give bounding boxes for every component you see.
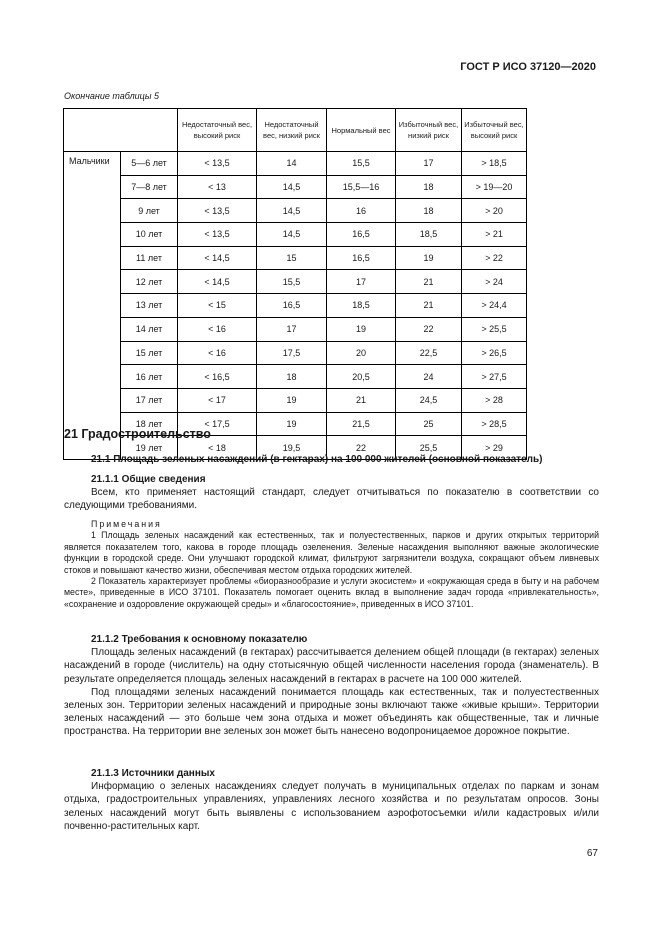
age-cell: 17 лет — [121, 388, 178, 412]
age-cell: 19 лет — [121, 436, 178, 460]
value-cell: 18,5 — [327, 294, 396, 318]
value-cell: > 28,5 — [462, 412, 527, 436]
age-cell: 16 лет — [121, 365, 178, 389]
subsection-title: 21.1 Площадь зеленых насаждений (в гектарах) на 100 000 жителей (основной показатель) — [91, 454, 543, 465]
value-cell: 21 — [327, 388, 396, 412]
value-cell: > 27,5 — [462, 365, 527, 389]
value-cell: > 19—20 — [462, 175, 527, 199]
value-cell: > 25,5 — [462, 317, 527, 341]
value-cell: < 17,5 — [178, 412, 257, 436]
value-cell: 17 — [257, 317, 327, 341]
group-label: Мальчики — [64, 152, 121, 460]
value-cell: < 13 — [178, 175, 257, 199]
table-row — [64, 175, 527, 199]
section-21-title — [64, 428, 599, 441]
value-cell: 21,5 — [327, 412, 396, 436]
value-cell: 15 — [257, 246, 327, 270]
column-header: Недостаточный вес, высокий риск — [178, 109, 257, 152]
table-header-row — [64, 109, 527, 152]
value-cell: < 18 — [178, 436, 257, 460]
table-caption: Окончание таблицы 5 — [64, 91, 159, 101]
column-header: Недостаточный вес, низкий риск — [257, 109, 327, 152]
value-cell: 24,5 — [396, 388, 462, 412]
value-cell: 17 — [396, 152, 462, 176]
age-cell: 14 лет — [121, 317, 178, 341]
value-cell: 14,5 — [257, 199, 327, 223]
table-row — [64, 317, 527, 341]
section-21-1 — [64, 453, 599, 466]
page-number: 67 — [586, 848, 598, 859]
value-cell: 16 — [327, 199, 396, 223]
value-cell: 19 — [257, 388, 327, 412]
value-cell: > 22 — [462, 246, 527, 270]
value-cell: 16,5 — [327, 246, 396, 270]
column-header: Нормальный вес — [327, 109, 396, 152]
value-cell: > 24,4 — [462, 294, 527, 318]
standard-header: ГОСТ Р ИСО 37120—2020 — [460, 61, 596, 73]
value-cell: < 13,5 — [178, 152, 257, 176]
value-cell: < 16 — [178, 317, 257, 341]
paragraph: Всем, кто применяет настоящий стандарт, следует отчитываться по показателю в соответствии со следующими требованиями. — [64, 487, 599, 512]
table-row — [64, 294, 527, 318]
table-row — [64, 365, 527, 389]
value-cell: 18,5 — [396, 223, 462, 247]
age-cell: 5—6 лет — [121, 152, 178, 176]
value-cell: > 26,5 — [462, 341, 527, 365]
table-row — [64, 270, 527, 294]
value-cell: 14,5 — [257, 175, 327, 199]
value-cell: 22,5 — [396, 341, 462, 365]
table-row — [64, 246, 527, 270]
value-cell: < 14,5 — [178, 270, 257, 294]
notes-block — [64, 519, 599, 610]
value-cell: < 17 — [178, 388, 257, 412]
value-cell: < 13,5 — [178, 199, 257, 223]
age-cell: 7—8 лет — [121, 175, 178, 199]
value-cell: 21 — [396, 270, 462, 294]
subsection-title: 21.1.2 Требования к основному показателю — [91, 634, 308, 645]
value-cell: 21 — [396, 294, 462, 318]
value-cell: > 24 — [462, 270, 527, 294]
value-cell: 14 — [257, 152, 327, 176]
table-row — [64, 199, 527, 223]
subsection-title: 21.1.1 Общие сведения — [91, 474, 206, 485]
section-21-1-3 — [64, 767, 599, 833]
age-cell: 15 лет — [121, 341, 178, 365]
value-cell: 15,5 — [257, 270, 327, 294]
value-cell: 18 — [396, 175, 462, 199]
value-cell: 15,5 — [327, 152, 396, 176]
value-cell: < 16 — [178, 341, 257, 365]
value-cell: 17,5 — [257, 341, 327, 365]
value-cell: > 21 — [462, 223, 527, 247]
value-cell: 14,5 — [257, 223, 327, 247]
column-header: Избыточный вес, низкий риск — [396, 109, 462, 152]
value-cell: 20,5 — [327, 365, 396, 389]
value-cell: 19 — [327, 317, 396, 341]
notes-label: Примечания — [91, 519, 162, 529]
column-header: Избыточный вес, высокий риск — [462, 109, 527, 152]
value-cell: 24 — [396, 365, 462, 389]
value-cell: 16,5 — [257, 294, 327, 318]
table-row — [64, 152, 527, 176]
bmi-table — [63, 108, 527, 460]
table-header-empty — [64, 109, 178, 152]
value-cell: 16,5 — [327, 223, 396, 247]
age-cell: 13 лет — [121, 294, 178, 318]
subsection-title: 21.1.3 Источники данных — [91, 768, 215, 779]
value-cell: > 29 — [462, 436, 527, 460]
value-cell: 19,5 — [257, 436, 327, 460]
table-row — [64, 223, 527, 247]
paragraph: Информацию о зеленых насаждениях следует получать в муниципальных отделах по паркам и зонам отдыха, градостроительных управлениях, управлениях лесного хозяйства и по результатам опросов. Зоны зеленых насаждений могут быть выявлены с использованием аэрофотосъемки и/или кадастровых и/или почвенно-растительных карт. — [64, 781, 599, 832]
table-row — [64, 388, 527, 412]
age-cell: 9 лет — [121, 199, 178, 223]
age-cell: 18 лет — [121, 412, 178, 436]
value-cell: 19 — [396, 246, 462, 270]
note-1: 1 Площадь зеленых насаждений как естественных, так и полуестественных, парков и других открытых территорий является показателем того, какова в городе площадь озеленения. Зеленые насаждения выполняют важные экологические функции в городской среде. Они улучшают городской климат, фильтруют загрязнители воздуха, сокращают объем ливневых стоков и повышают качество жизни, обеспечивая местом отдыха городских жителей. — [64, 530, 599, 575]
value-cell: 17 — [327, 270, 396, 294]
table-row — [64, 341, 527, 365]
value-cell: 15,5—16 — [327, 175, 396, 199]
age-cell: 11 лет — [121, 246, 178, 270]
value-cell: > 28 — [462, 388, 527, 412]
value-cell: 20 — [327, 341, 396, 365]
section-21-1-1 — [64, 473, 599, 513]
value-cell: 22 — [327, 436, 396, 460]
value-cell: 19 — [257, 412, 327, 436]
value-cell: 22 — [396, 317, 462, 341]
section-21-1-2 — [64, 633, 599, 739]
value-cell: 18 — [396, 199, 462, 223]
value-cell: 25,5 — [396, 436, 462, 460]
value-cell: > 18,5 — [462, 152, 527, 176]
value-cell: 25 — [396, 412, 462, 436]
age-cell: 10 лет — [121, 223, 178, 247]
value-cell: > 20 — [462, 199, 527, 223]
value-cell: < 15 — [178, 294, 257, 318]
note-2: 2 Показатель характеризует проблемы «биоразнообразие и услуги экосистем» и «окружающая среда в быту и на рабочем месте», приведенные в ИСО 37101. Показатель помогает оценить вклад в выполнение задач города «привлекательность», «сохранение и оздоровление окружающей среды» и «благосостояние», приведенных в ИСО 37101. — [64, 576, 599, 609]
paragraph: Площадь зеленых насаждений (в гектарах) рассчитывается делением общей площади (в гектарах) зеленых насаждений в городе (числитель) на одну стотысячную общей численности населения города (знаменатель). В результате определяется площадь зеленых насаждений в гектарах в расчете на 100 000 жителей. — [64, 647, 599, 685]
value-cell: < 13,5 — [178, 223, 257, 247]
value-cell: < 14,5 — [178, 246, 257, 270]
value-cell: < 16,5 — [178, 365, 257, 389]
value-cell: 18 — [257, 365, 327, 389]
age-cell: 12 лет — [121, 270, 178, 294]
section-title: 21 Градостроительство — [64, 427, 211, 441]
paragraph: Под площадями зеленых насаждений понимается площадь как естественных, так и полуестественных зеленых зон. Территории зеленых насаждений и природные зоны включают также «живые крыши». Территории зеленых насаждений — это больше чем зона отдыха и может объединять как общественные, так и личные пространства. На территории вне зеленых зон может быть нанесено водопроницаемое дорожное покрытие. — [64, 686, 599, 738]
